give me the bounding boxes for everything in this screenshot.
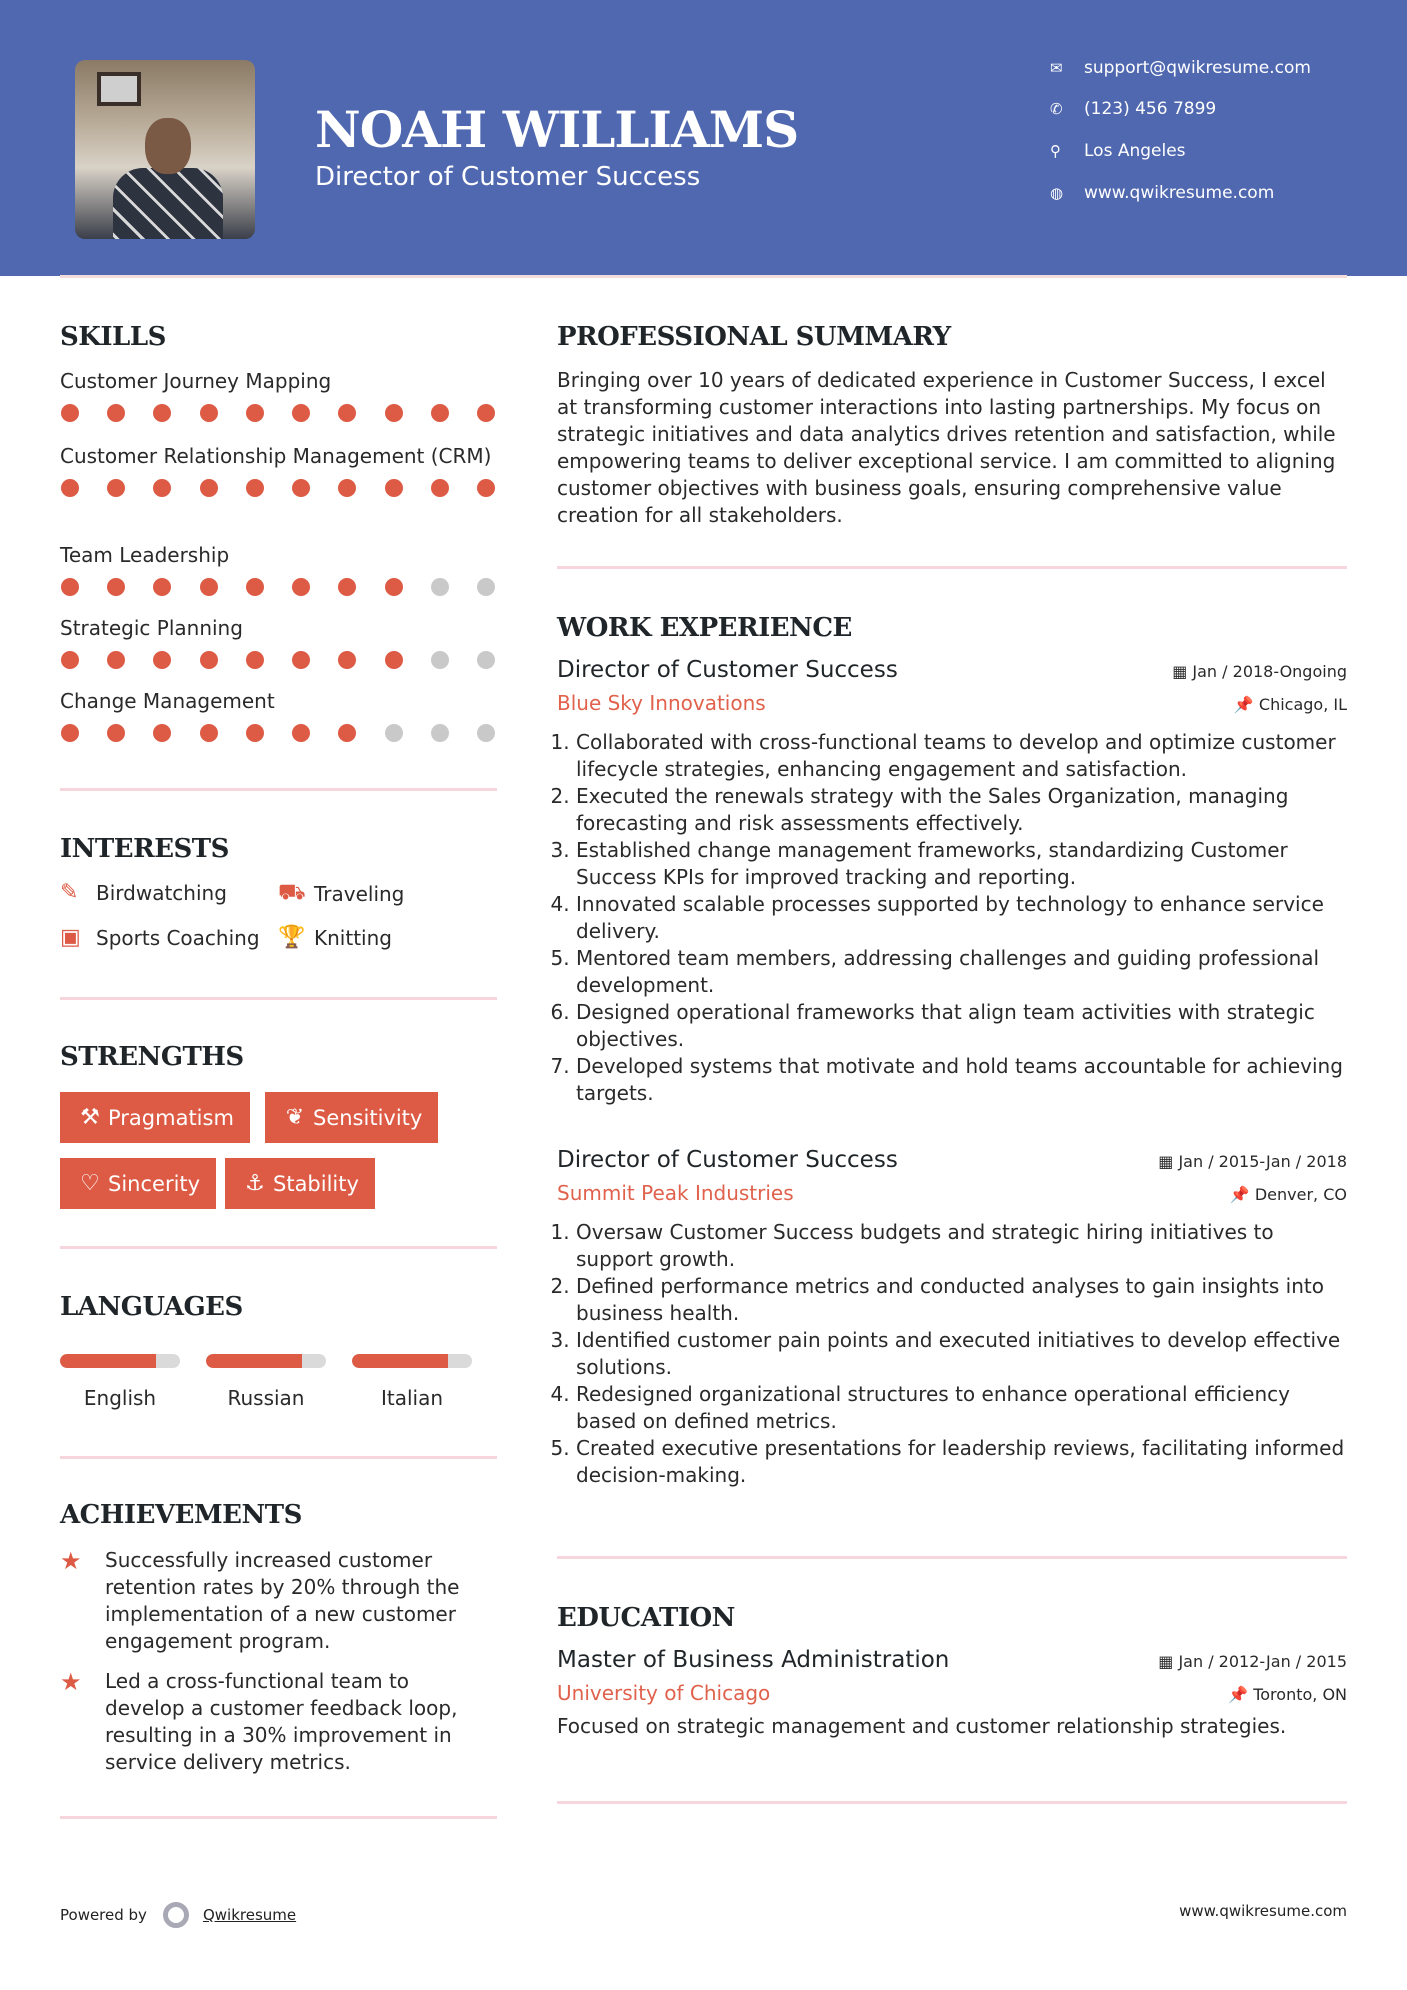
resume-header	[0, 0, 1407, 276]
skills-heading: SKILLS	[60, 322, 166, 352]
interest-item	[278, 880, 404, 908]
rating-dot	[338, 724, 356, 742]
rating-dot	[61, 651, 79, 669]
skill-name: Team Leadership	[60, 543, 230, 567]
pushpin-icon: 📌	[1229, 1185, 1255, 1204]
contact-item	[1050, 58, 1311, 78]
rating-dot	[385, 578, 403, 596]
anchor-icon: ⚓	[245, 1171, 265, 1196]
rating-dot	[431, 404, 449, 422]
phone-icon: ✆	[1050, 100, 1063, 118]
job-bullet: 4. Innovated scalable processes supported by technology to enhance service delivery.	[576, 891, 1347, 945]
rating-dot	[61, 724, 79, 742]
rating-dot	[431, 724, 449, 742]
job-location-wrap	[1234, 695, 1347, 714]
rating-dot	[107, 651, 125, 669]
interest-label: Traveling	[314, 882, 405, 906]
rating-dot	[107, 479, 125, 497]
rating-dot	[200, 479, 218, 497]
rating-dot	[385, 724, 403, 742]
qwikresume-logo-icon	[163, 1902, 189, 1928]
divider	[60, 1246, 497, 1249]
rating-dot	[107, 404, 125, 422]
envelope-icon: ✉	[1050, 59, 1063, 77]
header-divider	[60, 275, 1347, 278]
rating-dot	[431, 578, 449, 596]
language-proficiency-bar	[352, 1354, 472, 1368]
job-subheader	[557, 691, 1347, 715]
job-bullet: 1. Collaborated with cross-functional teams to develop and optimize customer lifecycle strategies, enhancing engagement and satisfaction.	[576, 729, 1347, 783]
rating-dot	[200, 724, 218, 742]
rating-dot	[477, 479, 495, 497]
rating-dot	[107, 578, 125, 596]
pushpin-icon: 📌	[1233, 695, 1259, 714]
strength-label: Sensitivity	[313, 1105, 423, 1130]
skill-rating	[60, 479, 495, 497]
achievement-text: Successfully increased customer retention rates by 20% through the implementation of a new customer engagement program.	[105, 1548, 460, 1653]
job-bullets	[557, 1219, 1347, 1489]
strength-badge	[60, 1092, 250, 1143]
job-dates: Jan / 2015-Jan / 2018	[1178, 1152, 1347, 1171]
interest-label: Knitting	[314, 925, 392, 950]
powered-by-label: Powered by	[60, 1906, 147, 1924]
experience-heading: WORK EXPERIENCE	[557, 613, 852, 643]
rating-dot	[246, 479, 264, 497]
rating-dot	[292, 404, 310, 422]
gavel-icon: ⚒	[80, 1105, 100, 1130]
divider	[557, 1556, 1347, 1559]
job-bullet: 3. Established change management frameworks, standardizing Customer Success KPIs for improved tracking and reporting.	[576, 837, 1347, 891]
job-bullet: 3. Identified customer pain points and executed initiatives to develop effective solutions.	[576, 1327, 1347, 1381]
job-header	[557, 657, 1347, 683]
edit-icon: ✎	[60, 880, 79, 905]
rating-dot	[431, 479, 449, 497]
language-item	[206, 1354, 326, 1410]
rating-dot	[385, 651, 403, 669]
pushpin-icon: 📌	[1228, 1685, 1254, 1704]
rating-dot	[61, 578, 79, 596]
skill-item	[60, 542, 497, 596]
education-dates: Jan / 2012-Jan / 2015	[1178, 1652, 1347, 1671]
divider	[60, 788, 497, 791]
languages-heading: LANGUAGES	[60, 1292, 243, 1322]
strength-label: Stability	[273, 1171, 359, 1196]
rating-dot	[338, 479, 356, 497]
divider	[60, 997, 497, 1000]
language-item	[352, 1354, 472, 1410]
map-pin-icon: ⚲	[1050, 142, 1061, 160]
divider	[557, 1801, 1347, 1804]
rating-dot	[246, 404, 264, 422]
job-title: Director of Customer Success	[557, 1147, 898, 1173]
job-header	[557, 1147, 1347, 1173]
candidate-title: Director of Customer Success	[315, 162, 701, 192]
interest-item	[60, 925, 260, 950]
rating-dot	[246, 724, 264, 742]
rating-dot	[153, 724, 171, 742]
language-proficiency-fill	[206, 1354, 302, 1368]
language-name: Russian	[227, 1386, 305, 1410]
rating-dot	[153, 578, 171, 596]
degree: Master of Business Administration	[557, 1647, 950, 1673]
rating-dot	[200, 651, 218, 669]
contact-item	[1050, 141, 1186, 161]
rating-dot	[477, 578, 495, 596]
rating-dot	[338, 578, 356, 596]
footer-powered	[60, 1902, 296, 1928]
strength-badge	[60, 1158, 216, 1209]
language-name: Italian	[380, 1386, 444, 1410]
summary-heading: PROFESSIONAL SUMMARY	[557, 322, 951, 352]
rating-dot	[292, 578, 310, 596]
job-dates-wrap	[1172, 662, 1347, 681]
school: University of Chicago	[557, 1681, 771, 1705]
job-bullet: 5. Created executive presentations for leadership reviews, facilitating informed decision-making.	[576, 1435, 1347, 1489]
skill-item	[60, 443, 497, 497]
rating-dot	[61, 479, 79, 497]
skill-item	[60, 615, 497, 669]
interest-item	[60, 880, 227, 905]
interest-item	[278, 925, 392, 950]
divider	[557, 566, 1347, 569]
skill-name: Customer Relationship Management (CRM)	[60, 444, 492, 468]
strength-label: Pragmatism	[108, 1105, 234, 1130]
education-heading: EDUCATION	[557, 1603, 735, 1633]
briefcase-icon: ▣	[60, 925, 81, 950]
rating-dot	[153, 479, 171, 497]
skill-name: Customer Journey Mapping	[60, 369, 332, 393]
contact-item	[1050, 183, 1274, 203]
rating-dot	[153, 404, 171, 422]
divider	[60, 1816, 497, 1819]
rating-dot	[292, 479, 310, 497]
job-bullet: 5. Mentored team members, addressing challenges and guiding professional development.	[576, 945, 1347, 999]
interest-label: Sports Coaching	[96, 925, 260, 950]
footer-website[interactable]: www.qwikresume.com	[1179, 1902, 1347, 1920]
job-location: Denver, CO	[1254, 1185, 1347, 1204]
job-bullet: 4. Redesigned organizational structures to enhance operational efficiency based on defined metrics.	[576, 1381, 1347, 1435]
skill-item	[60, 368, 497, 422]
trophy-icon: 🏆	[278, 925, 306, 950]
language-proficiency-fill	[60, 1354, 156, 1368]
rating-dot	[477, 651, 495, 669]
candidate-name: NOAH WILLIAMS	[315, 100, 799, 159]
rating-dot	[246, 651, 264, 669]
company-name: Summit Peak Industries	[557, 1181, 794, 1205]
job-bullet: 2. Executed the renewals strategy with the Sales Organization, managing forecasting and risk assessments effectively.	[576, 783, 1347, 837]
job-bullet: 2. Defined performance metrics and conducted analyses to gain insights into business health.	[576, 1273, 1347, 1327]
calendar-icon: ▦	[1172, 662, 1193, 681]
job-entry	[557, 657, 1347, 1107]
rating-dot	[385, 404, 403, 422]
language-proficiency-fill	[352, 1354, 448, 1368]
rating-dot	[292, 651, 310, 669]
language-name: English	[83, 1386, 157, 1410]
rating-dot	[200, 404, 218, 422]
education-description: Focused on strategic management and customer relationship strategies.	[557, 1714, 1287, 1738]
interests-heading: INTERESTS	[60, 834, 229, 864]
interest-label: Birdwatching	[96, 880, 227, 905]
job-bullets	[557, 729, 1347, 1107]
calendar-icon: ▦	[1158, 1152, 1179, 1171]
rating-dot	[338, 404, 356, 422]
education-entry	[557, 1647, 1347, 1740]
contact-item	[1050, 99, 1216, 119]
achievement-text: Led a cross-functional team to develop a customer feedback loop, resulting in a 30% improvement in service delivery metrics.	[105, 1669, 458, 1774]
job-bullet: 7. Developed systems that motivate and hold teams accountable for achieving targets.	[576, 1053, 1347, 1107]
achievement-item	[60, 1547, 497, 1655]
star-icon: ★	[60, 1668, 82, 1696]
job-location: Chicago, IL	[1258, 695, 1347, 714]
job-entry	[557, 1147, 1347, 1489]
job-dates: Jan / 2018-Ongoing	[1192, 662, 1347, 681]
heart-icon: ♡	[80, 1171, 100, 1196]
achievements-heading: ACHIEVEMENTS	[60, 1500, 302, 1530]
rating-dot	[200, 578, 218, 596]
language-proficiency-bar	[206, 1354, 326, 1368]
skill-rating	[60, 404, 495, 422]
rating-dot	[385, 479, 403, 497]
contact-text: Los Angeles	[1084, 141, 1186, 161]
skill-name: Change Management	[60, 689, 275, 713]
strength-label: Sincerity	[108, 1171, 201, 1196]
contact-text[interactable]: support@qwikresume.com	[1084, 58, 1311, 78]
language-proficiency-bar	[60, 1354, 180, 1368]
rating-dot	[477, 724, 495, 742]
qwikresume-link[interactable]: Qwikresume	[202, 1906, 297, 1924]
contact-text: (123) 456 7899	[1084, 99, 1217, 119]
rating-dot	[107, 724, 125, 742]
job-bullet: 6. Designed operational frameworks that align team activities with strategic objectives.	[576, 999, 1347, 1053]
rating-dot	[477, 404, 495, 422]
strengths-heading: STRENGTHS	[60, 1042, 244, 1072]
skill-name: Strategic Planning	[60, 616, 243, 640]
summary-text: Bringing over 10 years of dedicated experience in Customer Success, I excel at transforming customer interactions into lasting partnerships. My focus on strategic initiatives and data analytics drives retention and satisfaction, while empowering teams to deliver exceptional service. I am committed to aligning customer objectives with business goals, ensuring comprehensive value creation for all stakeholders.	[557, 368, 1336, 527]
rating-dot	[153, 651, 171, 669]
rating-dot	[61, 404, 79, 422]
skill-rating	[60, 724, 495, 742]
rating-dot	[431, 651, 449, 669]
education-location: Toronto, ON	[1253, 1685, 1347, 1704]
calendar-icon: ▦	[1158, 1652, 1179, 1671]
job-title: Director of Customer Success	[557, 657, 898, 683]
leaf-icon: ❦	[285, 1105, 305, 1130]
strength-badge	[225, 1158, 375, 1209]
job-bullet: 1. Oversaw Customer Success budgets and strategic hiring initiatives to support growth.	[576, 1219, 1347, 1273]
skill-rating	[60, 578, 495, 596]
contact-text[interactable]: www.qwikresume.com	[1084, 183, 1275, 203]
profile-photo	[75, 60, 255, 239]
achievement-item	[60, 1668, 497, 1776]
divider	[60, 1456, 497, 1459]
binoculars-icon: ⛟	[278, 880, 306, 905]
language-item	[60, 1354, 180, 1410]
skill-item	[60, 688, 497, 742]
rating-dot	[292, 724, 310, 742]
job-location-wrap	[1230, 1185, 1347, 1204]
rating-dot	[338, 651, 356, 669]
job-subheader	[557, 1181, 1347, 1205]
strength-badge	[265, 1092, 438, 1143]
rating-dot	[246, 578, 264, 596]
skill-rating	[60, 651, 495, 669]
company-name: Blue Sky Innovations	[557, 691, 766, 715]
star-icon: ★	[60, 1547, 82, 1575]
globe-icon: ◍	[1050, 184, 1064, 202]
job-dates-wrap	[1158, 1152, 1347, 1171]
